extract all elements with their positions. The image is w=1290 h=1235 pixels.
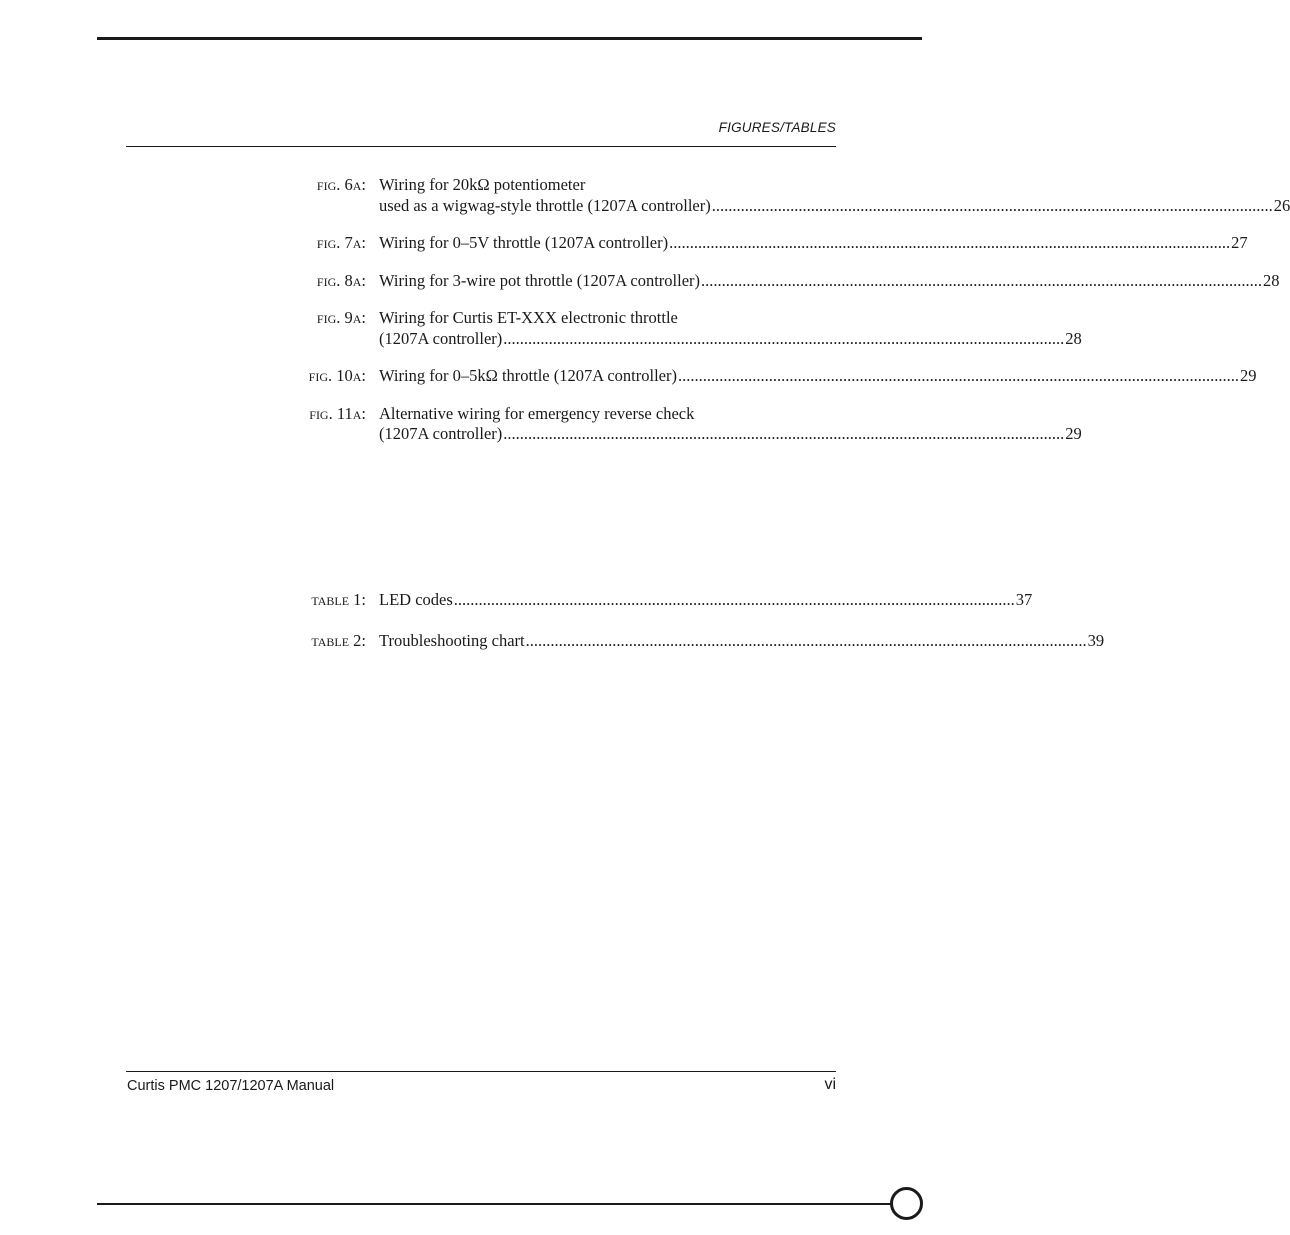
dot-leader: ........................................................................................................................................ [701, 270, 1263, 290]
entry-page-number: 37 [1015, 590, 1033, 609]
toc-entry-fig-7a[interactable] [300, 233, 1248, 254]
entry-title-line2: (1207A controller) [379, 424, 503, 443]
dot-leader: ........................................................................................................................................ [711, 195, 1273, 215]
dot-leader: ........................................................................................................................................ [453, 590, 1015, 609]
entry-label: fig. 6a: [316, 175, 366, 194]
toc-entry-table-1[interactable] [300, 590, 1033, 611]
entry-title-line2: (1207A controller) [379, 328, 503, 348]
dot-leader: ........................................................................................................................................ [525, 630, 1087, 650]
bottom-rule [97, 1203, 895, 1205]
tables-list [300, 590, 1105, 651]
dot-leader: ........................................................................................................................................ [669, 233, 1231, 252]
toc-entry-table-2[interactable] [300, 630, 1105, 652]
footer-page-number: vi [824, 1076, 836, 1093]
entry-page-number: 28 [1263, 270, 1280, 290]
dot-leader: ........................................................................................................................................ [503, 424, 1065, 443]
header-rule [126, 146, 836, 147]
entry-title: Wiring for 0–5V throttle (1207A controller) [379, 233, 669, 252]
figures-list [300, 175, 1290, 445]
entry-title-line1: Alternative wiring for emergency reverse check [379, 403, 695, 423]
entry-label: fig. 10a: [308, 366, 366, 385]
section-label: FIGURES/TABLES [718, 120, 836, 135]
entry-title-line1: Wiring for 20kΩ potentiometer [379, 175, 586, 194]
toc-entry-fig-11a[interactable] [300, 403, 1082, 445]
toc-entry-fig-9a[interactable] [300, 308, 1082, 349]
toc-entry-fig-10a[interactable] [300, 366, 1257, 387]
entry-title: LED codes [379, 590, 453, 609]
entry-page-number: 29 [1240, 366, 1257, 385]
toc-entry-fig-8a[interactable] [300, 270, 1280, 292]
entry-title: Wiring for 0–5kΩ throttle (1207A controller) [379, 366, 677, 385]
entry-title: Troubleshooting chart [379, 630, 525, 650]
entry-page-number: 39 [1087, 630, 1105, 650]
entry-page-number: 28 [1065, 328, 1082, 348]
top-rule [97, 37, 922, 40]
entry-label: fig. 8a: [316, 270, 366, 290]
entry-label: fig. 9a: [316, 308, 366, 327]
entry-page-number: 29 [1065, 424, 1082, 443]
circle-marker-icon [890, 1187, 923, 1220]
dot-leader: ........................................................................................................................................ [678, 366, 1239, 385]
entry-title-line1: Wiring for Curtis ET-XXX electronic throttle [379, 308, 678, 327]
dot-leader: ........................................................................................................................................ [503, 328, 1065, 348]
entry-page-number: 26 [1273, 195, 1290, 215]
entry-label: table 2: [311, 630, 366, 650]
entry-label: table 1: [311, 590, 366, 609]
entry-page-number: 27 [1231, 233, 1248, 252]
entry-title-line2: used as a wigwag-style throttle (1207A controller) [379, 195, 711, 215]
entry-label: fig. 11a: [309, 403, 366, 423]
toc-entry-fig-6a[interactable] [300, 175, 1290, 216]
entry-title: Wiring for 3-wire pot throttle (1207A controller) [379, 270, 701, 290]
footer-manual-title: Curtis PMC 1207/1207A Manual [127, 1078, 335, 1094]
entry-label: fig. 7a: [316, 233, 366, 252]
footer-rule [126, 1071, 836, 1072]
